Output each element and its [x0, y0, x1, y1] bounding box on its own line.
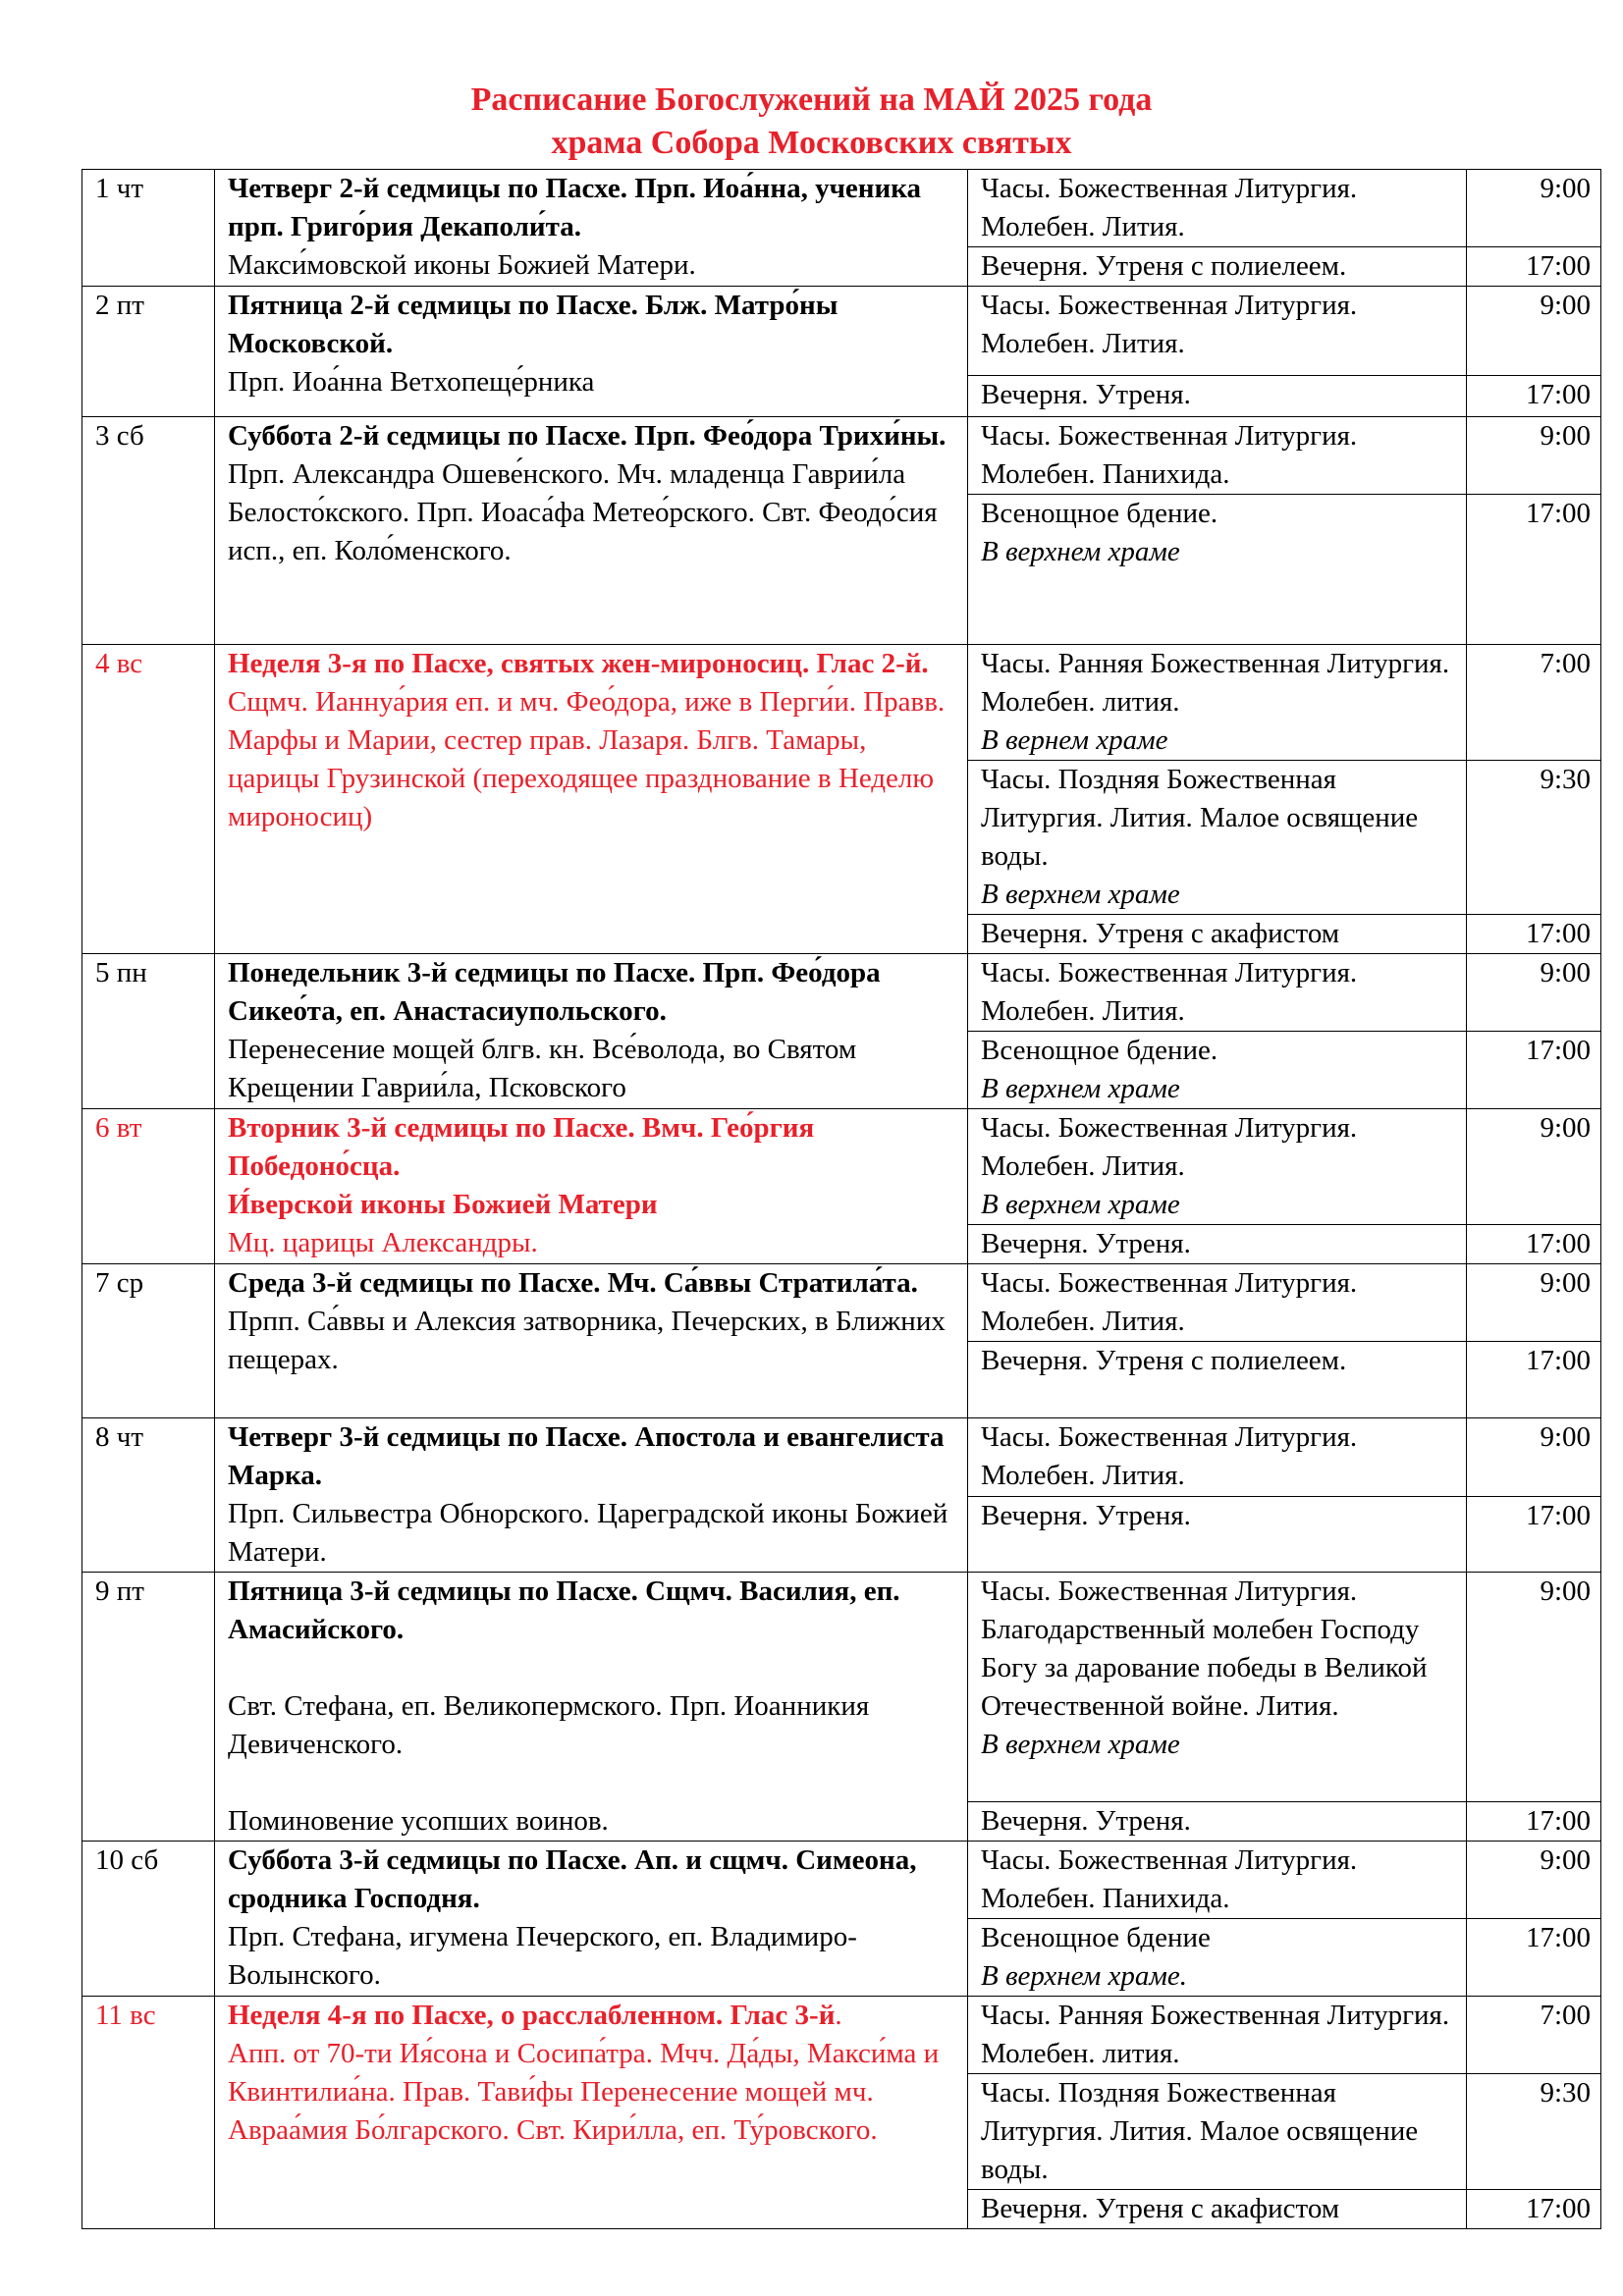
service-time: 17:00 [1467, 915, 1601, 954]
service-name: Часы. Ранняя Божественная Литургия. Молебен. лития. [981, 2000, 1450, 2069]
day-cell: 6 вт [82, 1109, 215, 1264]
feast-description [215, 954, 968, 1109]
service-cell [968, 417, 1467, 495]
schedule-row [82, 1573, 1601, 1802]
feast-line [228, 1224, 957, 1262]
page-title: Расписание Богослужений на МАЙ 2025 года [470, 81, 1153, 118]
schedule-body [82, 170, 1601, 2229]
service-name: Часы. Божественная Литургия. Молебен. Лития. [981, 290, 1358, 359]
feast-title: Пятница 3-й седмицы по Пасхе. Сщмч. Василия, еп. Амасийского. [228, 1575, 900, 1645]
service-cell [968, 2190, 1467, 2229]
service-name: Вечерня. Утреня. [981, 1228, 1191, 1259]
feast-commemoration: Прп. Стефана, игумена Печерского, еп. Владимиро-Волынского. [228, 1921, 857, 1991]
schedule-row [82, 645, 1601, 761]
feast-title: Среда 3-й седмицы по Пасхе. Мч. Са́ввы Стратила́та. [228, 1267, 918, 1299]
service-name: Часы. Божественная Литургия. Молебен. Лития. [981, 173, 1358, 242]
schedule-row [82, 1997, 1601, 2074]
feast-title: И́верской иконы Божией Матери [228, 1189, 658, 1220]
feast-commemoration: Прп. Александра Ошеве́нского. Мч. младенца Гаврии́ла Белосто́кского. Прп. Иоаса́фа Метео́рского. Свт. Феодо́сия исп., еп. Коло́менского. [228, 458, 938, 566]
feast-line [228, 417, 957, 455]
service-cell [968, 1573, 1467, 1802]
service-name: Часы. Ранняя Божественная Литургия. Молебен. лития. [981, 648, 1450, 718]
schedule-row [82, 170, 1601, 247]
feast-title: Четверг 2-й седмицы по Пасхе. Прп. Иоа́нна, ученика прп. Григо́рия Декаполи́та. [228, 173, 921, 242]
feast-commemoration: Прп. Иоа́нна Ветхопеще́рника [228, 366, 595, 398]
feast-line [228, 1997, 957, 2035]
feast-description [215, 170, 968, 287]
service-cell [968, 170, 1467, 247]
feast-description [215, 1109, 968, 1264]
service-cell [968, 1496, 1467, 1573]
day-cell: 8 чт [82, 1418, 215, 1573]
spacer [228, 1649, 957, 1687]
service-time: 17:00 [1467, 2190, 1601, 2229]
service-cell [968, 247, 1467, 287]
service-location: В верхнем храме [981, 1189, 1180, 1220]
schedule-row [82, 1264, 1601, 1342]
feast-line [228, 1495, 957, 1572]
service-cell [968, 1919, 1467, 1997]
feast-commemoration: Прп. Сильвестра Обнорского. Цареградской иконы Божией Матери. [228, 1498, 948, 1568]
service-time: 17:00 [1467, 1225, 1601, 1264]
service-name: Всенощное бдение. [981, 1035, 1218, 1066]
feast-title: Вторник 3-й седмицы по Пасхе. Вмч. Гео́ргия Победоно́сца. [228, 1112, 815, 1182]
feast-line [228, 1031, 957, 1107]
service-time: 17:00 [1467, 1802, 1601, 1842]
feast-line [228, 170, 957, 246]
schedule-row [82, 287, 1601, 376]
day-cell: 5 пн [82, 954, 215, 1109]
feast-description [215, 1418, 968, 1573]
day-cell: 1 чт [82, 170, 215, 287]
feast-commemoration: Свт. Стефана, еп. Великопермского. Прп. Иоанникия Девиченского. [228, 1690, 870, 1760]
feast-line [228, 1842, 957, 1918]
service-name: Часы. Божественная Литургия. Молебен. Панихида. [981, 420, 1358, 490]
service-name: Часы. Поздняя Божественная Литургия. Лития. Малое освящение воды. [981, 2077, 1419, 2185]
schedule-row [82, 417, 1601, 495]
page-subtitle: храма Собора Московских святых [551, 125, 1072, 161]
feast-title: Суббота 3-й седмицы по Пасхе. Ап. и сщмч. Симеона, сродника Господня. [228, 1844, 917, 1914]
feast-line [228, 1264, 957, 1379]
service-time: 17:00 [1467, 247, 1601, 287]
feast-description [215, 1997, 968, 2229]
feast-commemoration: Сщмч. Ианнуа́рия еп. и мч. Фео́дора, иже в Перги́и. Правв. Марфы и Марии, сестер прав. Лазаря. Блгв. Тамары, царицы Грузинской (переходящее празднование в Неделю мироносиц) [228, 686, 946, 832]
service-time: 17:00 [1467, 376, 1601, 417]
spacer [228, 1764, 957, 1802]
day-cell: 7 ср [82, 1264, 215, 1418]
service-time: 9:00 [1467, 1418, 1601, 1497]
service-name: Часы. Божественная Литургия. Молебен. Лития. [981, 1112, 1358, 1182]
feast-line [228, 1186, 957, 1224]
feast-commemoration: Перенесение мощей блгв. кн. Все́волода, во Святом Крещении Гаврии́ла, Псковского [228, 1034, 857, 1103]
service-cell [968, 1997, 1467, 2074]
feast-description [215, 287, 968, 417]
service-location: В верхнем храме [981, 1729, 1180, 1760]
feast-commemoration: Мц. царицы Александры. [228, 1227, 538, 1258]
feast-description [215, 645, 968, 954]
feast-line [228, 1109, 957, 1186]
service-cell [968, 761, 1467, 915]
service-name: Вечерня. Утреня. [981, 379, 1191, 410]
feast-title: Неделя 4-я по Пасхе, о расслабленном. Глас 3-й [228, 2000, 836, 2031]
service-time: 9:00 [1467, 417, 1601, 495]
service-time: 7:00 [1467, 1997, 1601, 2074]
service-cell [968, 1109, 1467, 1225]
service-cell [968, 495, 1467, 645]
service-name: Всенощное бдение. [981, 498, 1218, 529]
feast-title: Понедельник 3-й седмицы по Пасхе. Прп. Фео́дора Сикео́та, еп. Анастасиупольского. [228, 957, 881, 1027]
service-name: Вечерня. Утреня с полиелеем. [981, 1345, 1347, 1376]
schedule-row [82, 1418, 1601, 1497]
feast-description [215, 1842, 968, 1997]
feast-line [228, 1418, 957, 1495]
service-time: 9:30 [1467, 2074, 1601, 2190]
feast-title: Суббота 2-й седмицы по Пасхе. Прп. Фео́дора Трихи́ны. [228, 420, 947, 452]
service-cell [968, 1802, 1467, 1842]
feast-line [228, 1573, 957, 1649]
feast-line [228, 455, 957, 570]
service-location: В верхнем храме [981, 879, 1180, 910]
service-name: Часы. Божественная Литургия. Молебен. Лития. [981, 1267, 1358, 1337]
service-cell [968, 287, 1467, 376]
feast-description [215, 417, 968, 645]
service-time: 17:00 [1467, 1342, 1601, 1418]
service-time: 17:00 [1467, 1032, 1601, 1109]
feast-line [228, 954, 957, 1031]
feast-line [228, 2035, 957, 2150]
feast-description [215, 1264, 968, 1418]
feast-commemoration: Поминовение усопших воинов. [228, 1805, 609, 1837]
service-cell [968, 1842, 1467, 1919]
schedule-row [82, 1109, 1601, 1225]
feast-line [228, 287, 957, 363]
service-cell [968, 915, 1467, 954]
feast-description [215, 1573, 968, 1842]
service-time: 9:00 [1467, 954, 1601, 1032]
feast-line [228, 246, 957, 285]
service-location: В верхнем храме [981, 1073, 1180, 1104]
day-cell: 2 пт [82, 287, 215, 417]
service-time: 17:00 [1467, 1496, 1601, 1573]
feast-commemoration: Апп. от 70-ти Ия́сона и Сосипа́тра. Мчч. Да́ды, Макси́ма и Квинтилиа́на. Прав. Тави́фы Перенесение мощей мч. Авраа́мия Бо́лгарского. Свт. Кири́лла, еп. Ту́ровского. [228, 2038, 940, 2146]
service-cell [968, 1264, 1467, 1342]
service-time: 17:00 [1467, 495, 1601, 645]
schedule-row [82, 954, 1601, 1032]
service-time: 9:30 [1467, 761, 1601, 915]
service-cell [968, 645, 1467, 761]
day-cell: 4 вс [82, 645, 215, 954]
schedule-table [81, 169, 1601, 2229]
service-name: Часы. Божественная Литургия. Молебен. Лития. [981, 957, 1358, 1027]
service-name: Всенощное бдение [981, 1922, 1211, 1953]
feast-line [228, 1918, 957, 1995]
feast-line [228, 1687, 957, 1764]
service-cell [968, 2074, 1467, 2190]
service-name: Вечерня. Утреня с акафистом [981, 2193, 1340, 2224]
service-time: 9:00 [1467, 1264, 1601, 1342]
service-cell [968, 954, 1467, 1032]
service-time: 17:00 [1467, 1919, 1601, 1997]
service-name: Вечерня. Утреня с полиелеем. [981, 250, 1347, 282]
feast-commemoration: . [835, 2000, 842, 2031]
feast-line [228, 1802, 957, 1841]
service-time: 9:00 [1467, 1109, 1601, 1225]
service-name: Часы. Поздняя Божественная Литургия. Лития. Малое освящение воды. [981, 764, 1419, 872]
day-cell: 10 сб [82, 1842, 215, 1997]
service-name: Часы. Божественная Литургия. Молебен. Лития. [981, 1421, 1358, 1491]
feast-title: Пятница 2-й седмицы по Пасхе. Блж. Матро́ны Московской. [228, 290, 839, 359]
service-location: В верхнем храме [981, 536, 1180, 567]
feast-line [228, 645, 957, 683]
service-cell [968, 1225, 1467, 1264]
feast-commemoration: Прпп. Са́ввы и Алексия затворника, Печерских, в Ближних пещерах. [228, 1306, 946, 1375]
service-name: Часы. Божественная Литургия. Благодарственный молебен Господу Богу за дарование победы в Великой Отечественной войне. Лития. [981, 1575, 1428, 1722]
service-cell [968, 1418, 1467, 1497]
service-time: 9:00 [1467, 170, 1601, 247]
service-cell [968, 1342, 1467, 1418]
feast-line [228, 683, 957, 836]
day-cell: 11 вс [82, 1997, 215, 2229]
feast-title: Неделя 3-я по Пасхе, святых жен-мироносиц. Глас 2-й. [228, 648, 929, 679]
service-location: В верхнем храме. [981, 1960, 1188, 1992]
feast-line [228, 363, 957, 401]
service-time: 9:00 [1467, 1842, 1601, 1919]
day-cell: 9 пт [82, 1573, 215, 1842]
feast-title: Четверг 3-й седмицы по Пасхе. Апостола и евангелиста Марка. [228, 1421, 945, 1491]
day-cell: 3 сб [82, 417, 215, 645]
service-cell [968, 376, 1467, 417]
service-cell [968, 1032, 1467, 1109]
service-name: Вечерня. Утреня. [981, 1499, 1191, 1531]
service-location: В вернем храме [981, 724, 1168, 756]
schedule-row [82, 1842, 1601, 1919]
feast-commemoration: Макси́мовской иконы Божией Матери. [228, 249, 696, 281]
service-name: Вечерня. Утреня с акафистом [981, 918, 1340, 949]
service-name: Вечерня. Утреня. [981, 1805, 1191, 1837]
service-time: 7:00 [1467, 645, 1601, 761]
service-time: 9:00 [1467, 287, 1601, 376]
service-time: 9:00 [1467, 1573, 1601, 1802]
service-name: Часы. Божественная Литургия. Молебен. Панихида. [981, 1844, 1358, 1914]
